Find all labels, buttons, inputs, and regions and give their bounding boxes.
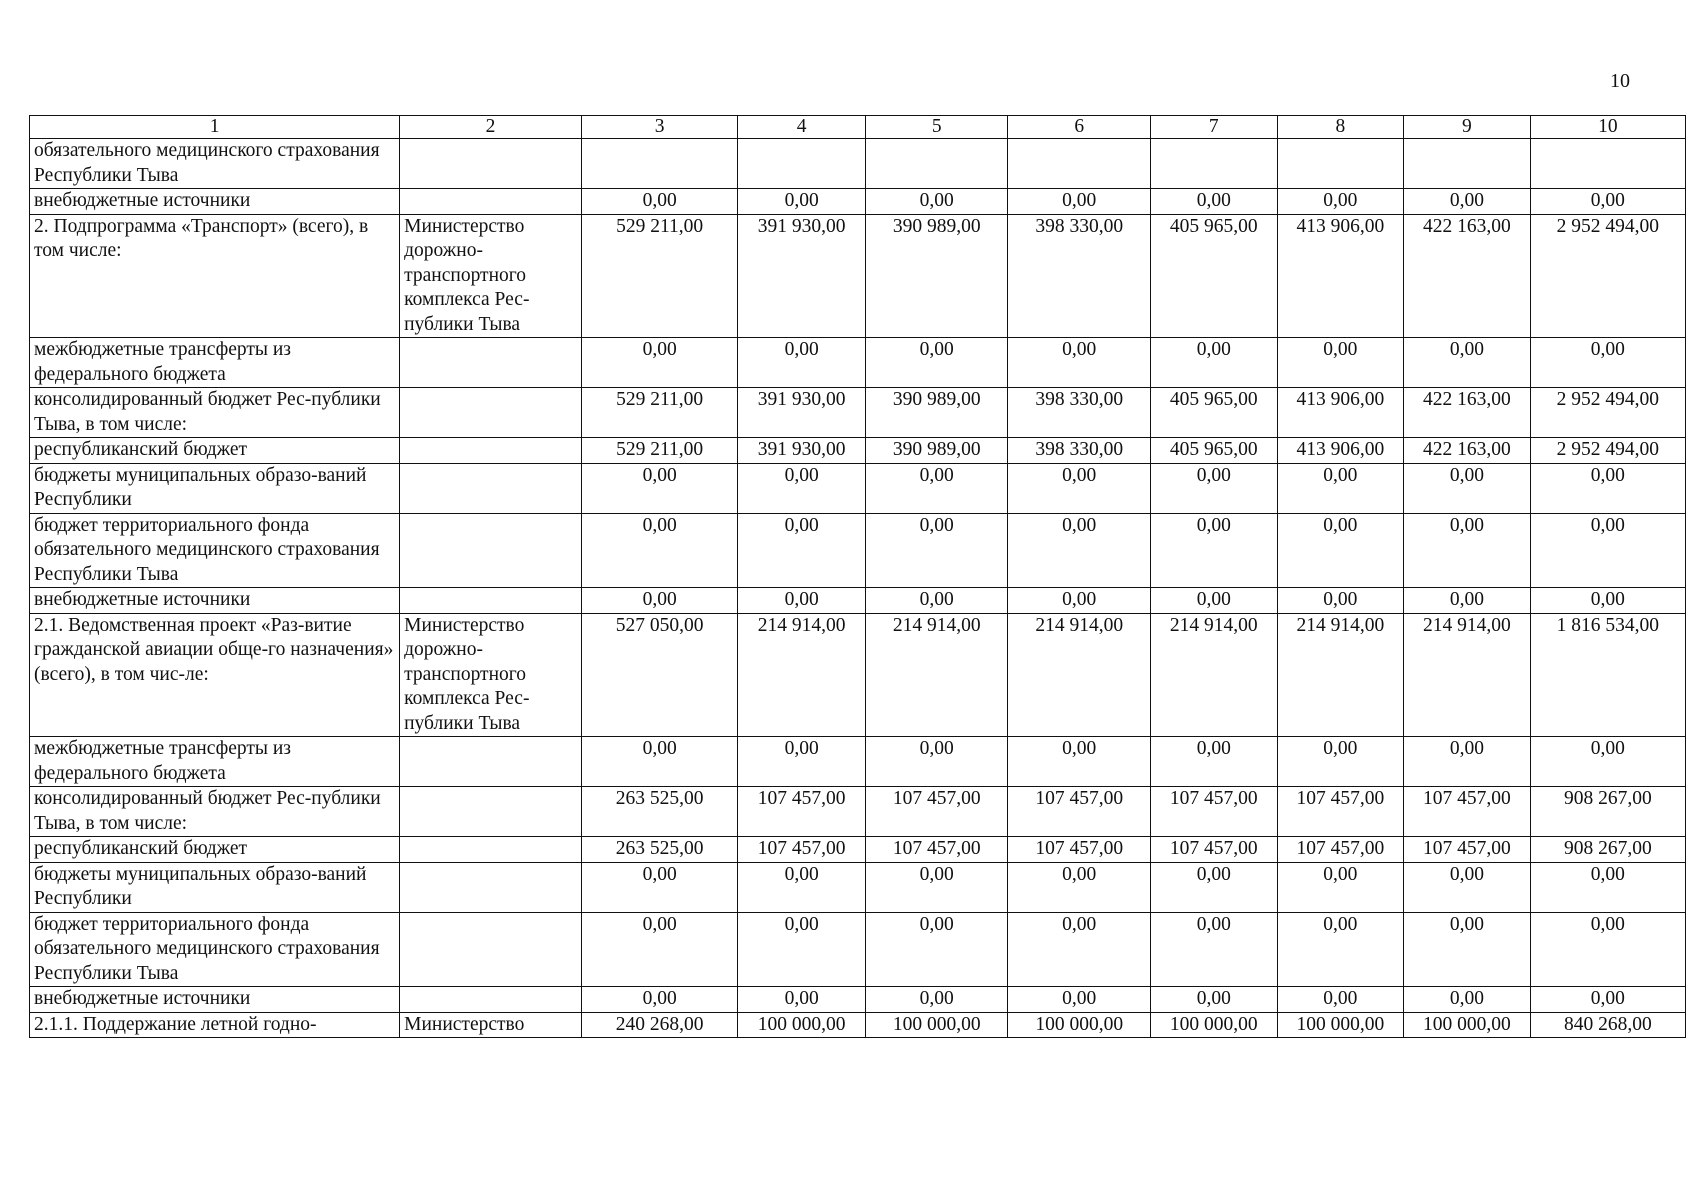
amount-cell: 0,00 — [865, 912, 1008, 987]
table-row — [30, 1012, 1686, 1038]
amount-cell: 0,00 — [865, 463, 1008, 513]
amount-cell: 422 163,00 — [1404, 388, 1531, 438]
row-label: 2. Подпрограмма «Транспорт» (всего), в том числе: — [30, 214, 400, 338]
amount-cell: 0,00 — [865, 189, 1008, 215]
responsible-executor — [400, 837, 582, 863]
amount-cell: 0,00 — [1404, 338, 1531, 388]
table-row — [30, 912, 1686, 987]
row-label: бюджеты муниципальных образо-ваний Республики — [30, 862, 400, 912]
amount-cell: 0,00 — [1277, 463, 1404, 513]
amount-cell: 529 211,00 — [581, 388, 737, 438]
amount-cell: 100 000,00 — [738, 1012, 866, 1038]
amount-cell: 422 163,00 — [1404, 214, 1531, 338]
amount-cell: 263 525,00 — [581, 787, 737, 837]
amount-cell: 0,00 — [738, 463, 866, 513]
table-row — [30, 837, 1686, 863]
column-header: 3 — [581, 116, 737, 139]
row-label: республиканский бюджет — [30, 837, 400, 863]
row-label: республиканский бюджет — [30, 438, 400, 464]
amount-cell: 0,00 — [1150, 463, 1277, 513]
amount-cell: 0,00 — [1277, 912, 1404, 987]
amount-cell: 390 989,00 — [865, 438, 1008, 464]
amount-cell: 0,00 — [865, 987, 1008, 1013]
responsible-executor — [400, 338, 582, 388]
amount-cell: 2 952 494,00 — [1530, 214, 1685, 338]
row-label: внебюджетные источники — [30, 588, 400, 614]
responsible-executor — [400, 463, 582, 513]
responsible-executor — [400, 787, 582, 837]
amount-cell: 0,00 — [1277, 862, 1404, 912]
row-label: внебюджетные источники — [30, 987, 400, 1013]
amount-cell: 100 000,00 — [1277, 1012, 1404, 1038]
amount-cell: 0,00 — [1530, 189, 1685, 215]
amount-cell — [865, 139, 1008, 189]
amount-cell: 0,00 — [581, 189, 737, 215]
amount-cell: 107 457,00 — [738, 837, 866, 863]
amount-cell: 107 457,00 — [1404, 787, 1531, 837]
amount-cell: 107 457,00 — [1150, 837, 1277, 863]
row-label: 2.1.1. Поддержание летной годно- — [30, 1012, 400, 1038]
amount-cell: 214 914,00 — [865, 613, 1008, 737]
amount-cell: 0,00 — [738, 912, 866, 987]
amount-cell: 0,00 — [738, 513, 866, 588]
table-row — [30, 214, 1686, 338]
amount-cell — [1008, 139, 1151, 189]
column-number-row — [30, 116, 1686, 139]
row-label: межбюджетные трансферты из федерального бюджета — [30, 338, 400, 388]
amount-cell: 0,00 — [1530, 513, 1685, 588]
amount-cell: 0,00 — [738, 737, 866, 787]
amount-cell: 107 457,00 — [1008, 837, 1151, 863]
amount-cell — [1277, 139, 1404, 189]
amount-cell: 0,00 — [1277, 987, 1404, 1013]
amount-cell: 107 457,00 — [1277, 837, 1404, 863]
amount-cell: 0,00 — [1150, 862, 1277, 912]
amount-cell: 107 457,00 — [1150, 787, 1277, 837]
amount-cell: 0,00 — [1277, 513, 1404, 588]
column-header: 1 — [30, 116, 400, 139]
amount-cell: 0,00 — [1008, 737, 1151, 787]
table-row — [30, 438, 1686, 464]
amount-cell: 908 267,00 — [1530, 837, 1685, 863]
amount-cell: 0,00 — [1530, 588, 1685, 614]
amount-cell: 0,00 — [1150, 513, 1277, 588]
amount-cell: 0,00 — [1008, 513, 1151, 588]
amount-cell: 107 457,00 — [865, 837, 1008, 863]
amount-cell: 0,00 — [1008, 987, 1151, 1013]
amount-cell: 0,00 — [1008, 912, 1151, 987]
responsible-executor — [400, 588, 582, 614]
column-header: 2 — [400, 116, 582, 139]
responsible-executor — [400, 987, 582, 1013]
column-header: 5 — [865, 116, 1008, 139]
amount-cell: 0,00 — [1404, 189, 1531, 215]
amount-cell: 214 914,00 — [738, 613, 866, 737]
amount-cell: 398 330,00 — [1008, 388, 1151, 438]
amount-cell: 1 816 534,00 — [1530, 613, 1685, 737]
table-row — [30, 588, 1686, 614]
amount-cell: 0,00 — [1404, 912, 1531, 987]
responsible-executor: Министерство — [400, 1012, 582, 1038]
amount-cell: 0,00 — [1277, 338, 1404, 388]
amount-cell: 0,00 — [1530, 338, 1685, 388]
amount-cell: 0,00 — [1404, 588, 1531, 614]
row-label: бюджеты муниципальных образо-ваний Республики — [30, 463, 400, 513]
responsible-executor — [400, 388, 582, 438]
amount-cell: 391 930,00 — [738, 214, 866, 338]
amount-cell: 0,00 — [1277, 189, 1404, 215]
column-header: 10 — [1530, 116, 1685, 139]
amount-cell: 100 000,00 — [1150, 1012, 1277, 1038]
amount-cell: 0,00 — [1008, 588, 1151, 614]
amount-cell: 107 457,00 — [1277, 787, 1404, 837]
amount-cell — [1530, 139, 1685, 189]
amount-cell — [1404, 139, 1531, 189]
amount-cell: 422 163,00 — [1404, 438, 1531, 464]
amount-cell: 527 050,00 — [581, 613, 737, 737]
responsible-executor — [400, 862, 582, 912]
amount-cell: 214 914,00 — [1150, 613, 1277, 737]
amount-cell: 413 906,00 — [1277, 438, 1404, 464]
responsible-executor — [400, 438, 582, 464]
amount-cell: 0,00 — [581, 338, 737, 388]
table-row — [30, 139, 1686, 189]
table-row — [30, 737, 1686, 787]
responsible-executor — [400, 513, 582, 588]
amount-cell: 0,00 — [1008, 189, 1151, 215]
amount-cell: 405 965,00 — [1150, 438, 1277, 464]
amount-cell: 405 965,00 — [1150, 388, 1277, 438]
table-row — [30, 189, 1686, 215]
responsible-executor: Министерство дорожно-транспортного комплекса Рес-публики Тыва — [400, 214, 582, 338]
amount-cell: 2 952 494,00 — [1530, 388, 1685, 438]
amount-cell: 0,00 — [1150, 588, 1277, 614]
budget-table — [29, 115, 1686, 1038]
table-row — [30, 388, 1686, 438]
amount-cell: 0,00 — [581, 513, 737, 588]
amount-cell: 840 268,00 — [1530, 1012, 1685, 1038]
amount-cell: 107 457,00 — [865, 787, 1008, 837]
responsible-executor — [400, 139, 582, 189]
amount-cell: 0,00 — [1530, 912, 1685, 987]
amount-cell: 0,00 — [738, 987, 866, 1013]
amount-cell: 0,00 — [738, 338, 866, 388]
amount-cell: 214 914,00 — [1008, 613, 1151, 737]
amount-cell — [1150, 139, 1277, 189]
amount-cell: 0,00 — [738, 862, 866, 912]
row-label: межбюджетные трансферты из федерального бюджета — [30, 737, 400, 787]
amount-cell: 391 930,00 — [738, 438, 866, 464]
amount-cell: 390 989,00 — [865, 214, 1008, 338]
table-row — [30, 463, 1686, 513]
amount-cell: 0,00 — [581, 463, 737, 513]
responsible-executor — [400, 189, 582, 215]
table-row — [30, 787, 1686, 837]
amount-cell: 0,00 — [1530, 987, 1685, 1013]
amount-cell: 100 000,00 — [1008, 1012, 1151, 1038]
amount-cell: 0,00 — [581, 588, 737, 614]
table-row — [30, 513, 1686, 588]
table-row — [30, 613, 1686, 737]
amount-cell: 0,00 — [1008, 862, 1151, 912]
amount-cell: 0,00 — [581, 862, 737, 912]
amount-cell: 0,00 — [1277, 737, 1404, 787]
amount-cell: 0,00 — [1404, 463, 1531, 513]
row-label: внебюджетные источники — [30, 189, 400, 215]
amount-cell: 391 930,00 — [738, 388, 866, 438]
amount-cell: 0,00 — [1530, 463, 1685, 513]
amount-cell — [738, 139, 866, 189]
column-header: 7 — [1150, 116, 1277, 139]
amount-cell: 100 000,00 — [865, 1012, 1008, 1038]
amount-cell: 0,00 — [1404, 513, 1531, 588]
amount-cell: 0,00 — [1404, 987, 1531, 1013]
column-header: 9 — [1404, 116, 1531, 139]
amount-cell: 0,00 — [1404, 737, 1531, 787]
amount-cell: 0,00 — [1008, 338, 1151, 388]
row-label: 2.1. Ведомственная проект «Раз-витие гражданской авиации обще-го назначения» (всего), в том чис-ле: — [30, 613, 400, 737]
amount-cell: 0,00 — [581, 912, 737, 987]
table-row — [30, 862, 1686, 912]
amount-cell: 0,00 — [581, 987, 737, 1013]
column-header: 4 — [738, 116, 866, 139]
table-body — [30, 116, 1686, 1038]
column-header: 8 — [1277, 116, 1404, 139]
amount-cell: 0,00 — [738, 588, 866, 614]
amount-cell: 2 952 494,00 — [1530, 438, 1685, 464]
amount-cell: 0,00 — [1150, 737, 1277, 787]
amount-cell: 107 457,00 — [1008, 787, 1151, 837]
amount-cell: 529 211,00 — [581, 214, 737, 338]
amount-cell: 240 268,00 — [581, 1012, 737, 1038]
row-label: бюджет территориального фонда обязательного медицинского страхования Республики Тыва — [30, 912, 400, 987]
amount-cell: 0,00 — [1008, 463, 1151, 513]
amount-cell: 0,00 — [865, 588, 1008, 614]
responsible-executor — [400, 912, 582, 987]
amount-cell: 413 906,00 — [1277, 388, 1404, 438]
amount-cell: 398 330,00 — [1008, 214, 1151, 338]
row-label: консолидированный бюджет Рес-публики Тыва, в том числе: — [30, 388, 400, 438]
amount-cell: 0,00 — [1404, 862, 1531, 912]
column-header: 6 — [1008, 116, 1151, 139]
amount-cell: 0,00 — [865, 513, 1008, 588]
amount-cell: 529 211,00 — [581, 438, 737, 464]
table-row — [30, 338, 1686, 388]
amount-cell: 0,00 — [581, 737, 737, 787]
amount-cell: 0,00 — [1150, 987, 1277, 1013]
responsible-executor — [400, 737, 582, 787]
page-number: 10 — [1610, 70, 1630, 92]
amount-cell: 0,00 — [1150, 912, 1277, 987]
amount-cell: 413 906,00 — [1277, 214, 1404, 338]
amount-cell: 0,00 — [738, 189, 866, 215]
amount-cell: 0,00 — [1530, 862, 1685, 912]
amount-cell: 100 000,00 — [1404, 1012, 1531, 1038]
amount-cell — [581, 139, 737, 189]
amount-cell: 0,00 — [1530, 737, 1685, 787]
amount-cell: 107 457,00 — [738, 787, 866, 837]
amount-cell: 214 914,00 — [1277, 613, 1404, 737]
amount-cell: 405 965,00 — [1150, 214, 1277, 338]
amount-cell: 908 267,00 — [1530, 787, 1685, 837]
amount-cell: 263 525,00 — [581, 837, 737, 863]
table-row — [30, 987, 1686, 1013]
amount-cell: 390 989,00 — [865, 388, 1008, 438]
amount-cell: 0,00 — [1150, 189, 1277, 215]
row-label: консолидированный бюджет Рес-публики Тыва, в том числе: — [30, 787, 400, 837]
responsible-executor: Министерство дорожно-транспортного комплекса Рес-публики Тыва — [400, 613, 582, 737]
row-label: обязательного медицинского страхования Республики Тыва — [30, 139, 400, 189]
amount-cell: 0,00 — [1150, 338, 1277, 388]
row-label: бюджет территориального фонда обязательного медицинского страхования Республики Тыва — [30, 513, 400, 588]
amount-cell: 107 457,00 — [1404, 837, 1531, 863]
amount-cell: 0,00 — [865, 737, 1008, 787]
amount-cell: 0,00 — [865, 338, 1008, 388]
amount-cell: 214 914,00 — [1404, 613, 1531, 737]
amount-cell: 0,00 — [865, 862, 1008, 912]
amount-cell: 398 330,00 — [1008, 438, 1151, 464]
amount-cell: 0,00 — [1277, 588, 1404, 614]
